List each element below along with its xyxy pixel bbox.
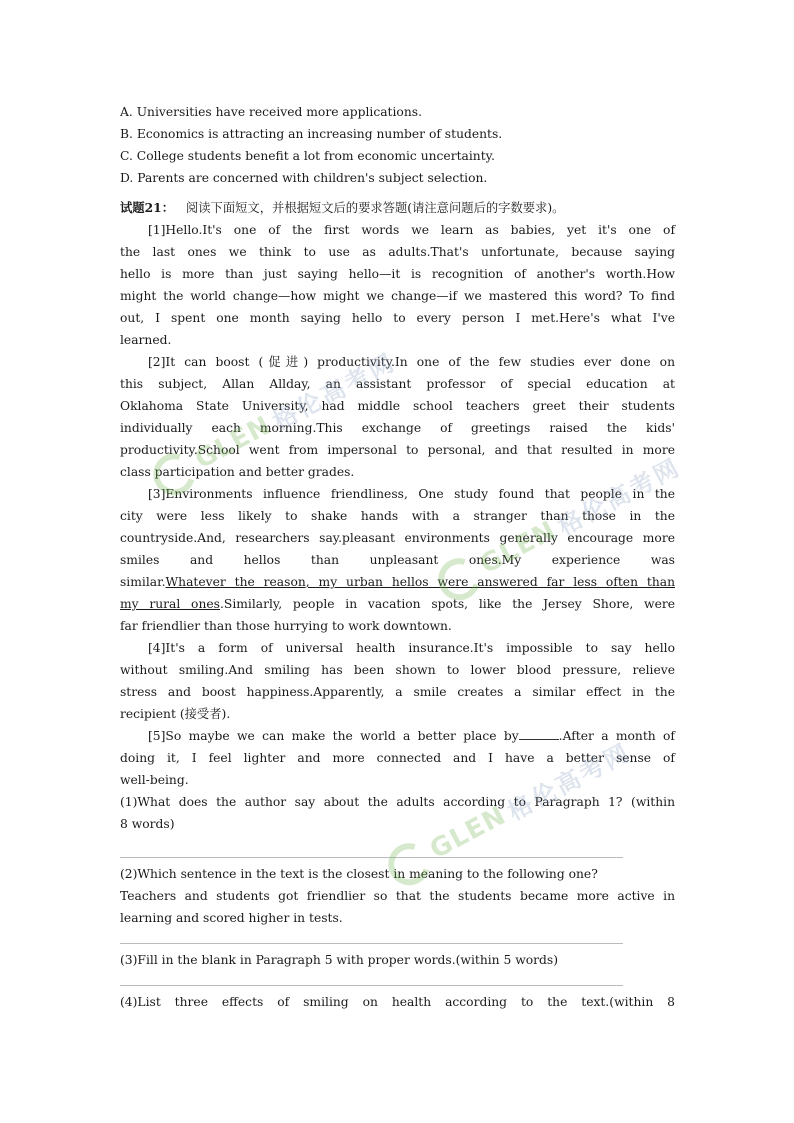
fill-blank[interactable]	[519, 727, 559, 740]
answer-line-2[interactable]	[120, 943, 623, 944]
question-label: 试题21：	[120, 200, 175, 215]
passage-line: [2]It can boost (促进) productivity.In one of the few studies ever done on	[148, 355, 675, 369]
paragraph-1	[120, 219, 675, 351]
question-line: learning and scored higher in tests.	[120, 911, 343, 925]
question-line: (1)What does the author say about the adults according to Paragraph 1? (within	[120, 795, 675, 809]
passage-line: stress and boost happiness.Apparently, a smile creates a similar effect in the	[120, 685, 675, 699]
question-heading	[120, 197, 675, 219]
passage-line: [4]It's a form of universal health insurance.It's impossible to say hello	[148, 641, 675, 655]
option-b: B. Economics is attracting an increasing number of students.	[120, 127, 503, 141]
watermark-text: 格伦高考网	[503, 737, 636, 826]
watermark-text: 格伦高考网	[553, 452, 686, 541]
watermark-text: 格伦高考网	[268, 347, 401, 436]
passage-line: learned.	[120, 333, 172, 347]
passage-line: class participation and better grades.	[120, 465, 355, 479]
passage-line: countryside.And, researchers say.pleasant environments generally encourage more	[120, 531, 675, 545]
question-instruction: 阅读下面短文，并根据短文后的要求答题(请注意问题后的字数要求)。	[185, 201, 565, 215]
passage-line: individually each morning.This exchange of greetings raised the kids'	[120, 421, 675, 435]
paragraph-4	[120, 637, 675, 725]
passage-line: without smiling.And smiling has been shown to lower blood pressure, relieve	[120, 663, 675, 677]
option-a: A. Universities have received more applications.	[120, 105, 422, 119]
passage-line: this subject, Allan Allday, an assistant professor of special education at	[120, 377, 675, 391]
passage-text: similar.	[120, 575, 166, 589]
passage-text: [5]So maybe we can make the world a better place by	[148, 729, 519, 743]
passage-line: [3]Environments influence friendliness, One study found that people in the	[148, 487, 675, 501]
watermark-brand: GLEN	[425, 800, 512, 866]
question-4	[120, 991, 675, 1013]
paragraph-3	[120, 483, 675, 637]
question-3	[120, 949, 675, 971]
passage-line: far friendlier than those hurrying to work downtown.	[120, 619, 452, 633]
question-line: (4)List three effects of smiling on health according to the text.(within 8	[120, 995, 675, 1009]
passage-line: recipient (接受者).	[120, 707, 231, 721]
passage-line	[120, 725, 675, 747]
document-page	[120, 101, 675, 1013]
passage-line: the last ones we think to use as adults.That's unfortunate, because saying	[120, 245, 675, 259]
option-c: C. College students benefit a lot from economic uncertainty.	[120, 149, 495, 163]
underlined-sentence-end: my rural ones	[120, 597, 220, 611]
passage-line	[120, 593, 675, 615]
answer-options	[120, 101, 675, 189]
passage-line: well-being.	[120, 773, 189, 787]
paragraph-5	[120, 725, 675, 791]
underlined-sentence: Whatever the reason, my urban hellos were answered far less often than	[165, 575, 675, 589]
option-d: D. Parents are concerned with children's subject selection.	[120, 171, 488, 185]
passage-line: hello is more than just saying hello—it is recognition of another's worth.How	[120, 267, 675, 281]
passage-line: Oklahoma State University, had middle school teachers greet their students	[120, 399, 675, 413]
answer-line-1[interactable]	[120, 857, 623, 858]
question-line: (2)Which sentence in the text is the closest in meaning to the following one?	[120, 867, 598, 881]
passage-line: doing it, I feel lighter and more connected and I have a better sense of	[120, 751, 675, 765]
watermark-brand: GLEN	[475, 515, 562, 581]
passage-line: productivity.School went from impersonal to personal, and that resulted in more	[120, 443, 675, 457]
passage-line: smiles and hellos than unpleasant ones.My experience was	[120, 553, 675, 567]
passage-line: might the world change—how might we change—if we mastered this word? To find	[120, 289, 675, 303]
question-1	[120, 791, 675, 835]
question-line: 8 words)	[120, 817, 175, 831]
passage-line: city were less likely to shake hands with a stranger than those in the	[120, 509, 675, 523]
passage-line: out, I spent one month saying hello to every person I met.Here's what I've	[120, 311, 675, 325]
answer-line-3[interactable]	[120, 985, 623, 986]
question-2	[120, 863, 675, 929]
watermark-brand: GLEN	[190, 410, 277, 476]
passage-text: .After a month of	[558, 729, 675, 743]
question-line: Teachers and students got friendlier so that the students became more active in	[120, 889, 675, 903]
paragraph-2	[120, 351, 675, 483]
passage-line: [1]Hello.It's one of the first words we learn as babies, yet it's one of	[148, 223, 675, 237]
question-line: (3)Fill in the blank in Paragraph 5 with proper words.(within 5 words)	[120, 953, 559, 967]
passage-text: .Similarly, people in vacation spots, like the Jersey Shore, were	[219, 597, 676, 611]
passage-line	[120, 571, 675, 593]
